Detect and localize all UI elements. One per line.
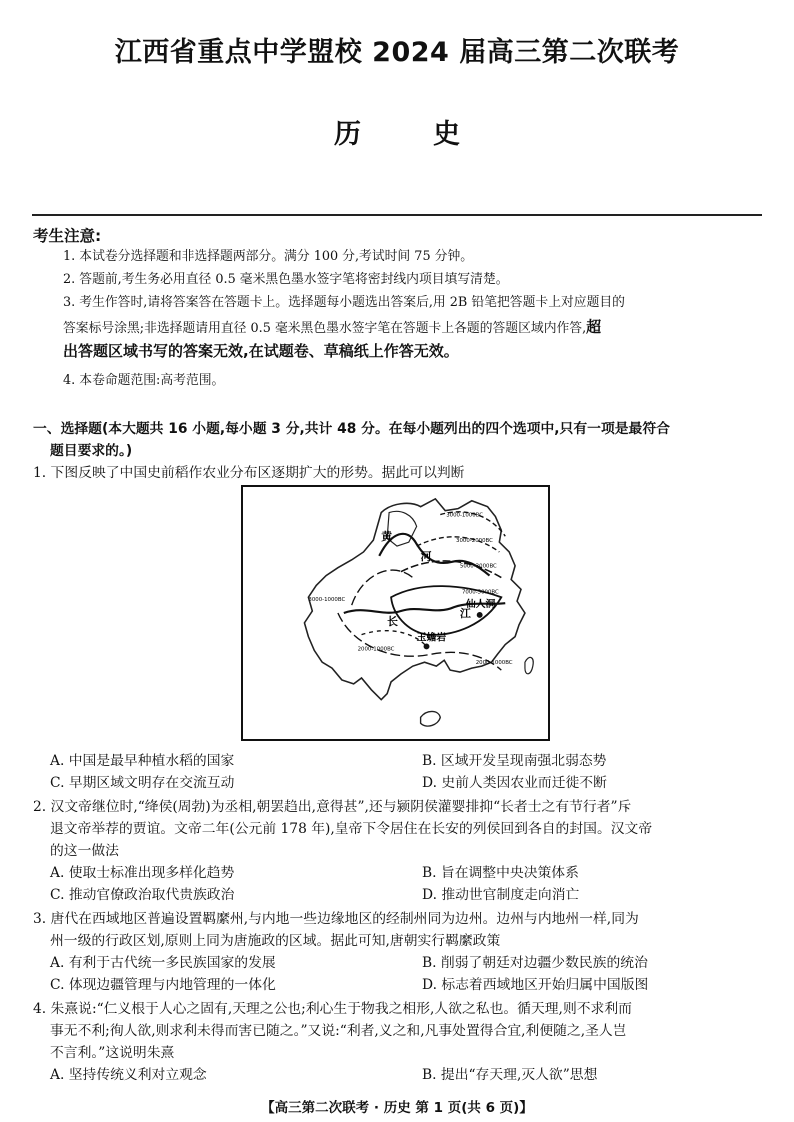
notice-line-3b-bold: 超 bbox=[586, 318, 602, 336]
q3-option-b: B. 削弱了朝廷对边疆少数民族的统治 bbox=[422, 955, 648, 971]
map-label-yuchan: 玉蟾岩 bbox=[416, 632, 447, 644]
map-label-period-2: 3000-2000BC bbox=[456, 538, 493, 545]
q2-option-d: D. 推动世官制度走向消亡 bbox=[422, 887, 580, 903]
site-yuchan-dot bbox=[424, 644, 430, 650]
map-label-huang: 黄 bbox=[381, 530, 393, 544]
zone-line-5 bbox=[352, 570, 413, 605]
notice-heading: 考生注意: bbox=[33, 227, 102, 245]
notice-line-3a: 3. 考生作答时,请将答案答在答题卡上。选择题每小题选出答案后,用 2B 铅笔把答题卡上对应题目的 bbox=[63, 295, 625, 310]
notice-line-2: 2. 答题前,考生务必用直径 0.5 毫米黑色墨水签字笔将密封线内项目填写清楚。 bbox=[63, 272, 509, 287]
map-label-xianren: 仙人洞 bbox=[465, 599, 496, 611]
rice-agriculture-map bbox=[241, 485, 550, 741]
map-label-period-1: 3000-1000BC bbox=[446, 512, 484, 519]
q3-option-a: A. 有利于古代统一多民族国家的发展 bbox=[50, 955, 276, 971]
subject-char-1: 历 bbox=[334, 119, 361, 150]
q2-option-b: B. 旨在调整中央决策体系 bbox=[422, 865, 579, 881]
subject-char-2: 史 bbox=[433, 119, 460, 150]
map-label-period-6: 3000-1000BC bbox=[308, 597, 346, 604]
q2-option-c: C. 推动官僚政治取代贵族政治 bbox=[50, 887, 235, 903]
q2-stem-line-3: 的这一做法 bbox=[50, 843, 119, 859]
notice-line-3b bbox=[63, 316, 763, 340]
q2-option-a: A. 使取士标准出现多样化趋势 bbox=[50, 865, 235, 881]
q4-stem-line-2: 事无不利;徇人欲,则求利未得而害已随之。”又说:“利者,义之和,凡事处置得合宜,利便随之,圣人岂 bbox=[50, 1023, 627, 1039]
q4-option-b: B. 提出“存天理,灭人欲”思想 bbox=[422, 1067, 598, 1083]
notice-line-3b-text: 答案标号涂黑;非选择题请用直径 0.5 毫米黑色墨水签字笔在答题卡上各题的答题区域内作答, bbox=[63, 321, 587, 336]
subject-title bbox=[0, 112, 794, 151]
q3-stem-line-1: 3. 唐代在西域地区普遍设置羁縻州,与内地一些边缘地区的经制州同为边州。边州与内地州一样,同为 bbox=[33, 911, 639, 927]
exam-title: 江西省重点中学盟校 2024 届高三第二次联考 bbox=[114, 37, 680, 68]
notice-line-3c: 出答题区域书写的答案无效,在试题卷、草稿纸上作答无效。 bbox=[63, 342, 459, 360]
map-label-he: 河 bbox=[420, 549, 432, 563]
map-label-period-4: 7000-5000BC bbox=[461, 589, 499, 596]
q4-stem-line-1: 4. 朱熹说:“仁义根于人心之固有,天理之公也;利心生于物我之相形,人欲之私也。循天理,则不求利而 bbox=[33, 1001, 632, 1017]
q2-stem-line-1: 2. 汉文帝继位时,“绛侯(周勃)为丞相,朝罢趋出,意得甚”,还与颍阴侯灌婴排抑“长者士之有节行者”斥 bbox=[33, 799, 632, 815]
taiwan-island bbox=[525, 657, 533, 673]
notice-line-1: 1. 本试卷分选择题和非选择题两部分。满分 100 分,考试时间 75 分钟。 bbox=[63, 249, 474, 264]
q4-option-a: A. 坚持传统义利对立观念 bbox=[50, 1067, 207, 1083]
header-divider bbox=[32, 214, 762, 216]
site-xianren-dot bbox=[477, 612, 483, 618]
q3-stem-line-2: 州一级的行政区划,原则上同为唐施政的区域。据此可知,唐朝实行羁縻政策 bbox=[50, 933, 501, 949]
map-svg bbox=[243, 487, 548, 739]
map-label-period-5: 2000-1000BC bbox=[357, 646, 395, 653]
section-heading-line-2: 题目要求的。) bbox=[50, 443, 133, 459]
page-footer: 【高三第二次联考 · 历史 第 1 页(共 6 页)】 bbox=[261, 1100, 533, 1116]
map-label-chang: 长 bbox=[387, 614, 398, 628]
section-heading-line-1: 一、选择题(本大题共 16 小题,每小题 3 分,共计 48 分。在每小题列出的四个选项中,只有一项是最符合 bbox=[33, 421, 670, 437]
q1-option-c: C. 早期区域文明存在交流互动 bbox=[50, 775, 235, 791]
q4-stem-line-3: 不言利。”这说明朱熹 bbox=[50, 1045, 175, 1061]
q1-option-a: A. 中国是最早种植水稻的国家 bbox=[50, 753, 235, 769]
notice-line-4: 4. 本卷命题范围:高考范围。 bbox=[63, 373, 225, 388]
map-label-period-3: 5000-3000BC bbox=[459, 563, 497, 570]
map-label-period-7: 2000-1000BC bbox=[475, 660, 513, 667]
q1-option-b: B. 区域开发呈现南强北弱态势 bbox=[422, 753, 607, 769]
q3-option-c: C. 体现边疆管理与内地管理的一体化 bbox=[50, 977, 276, 993]
map-label-jiang: 江 bbox=[459, 606, 471, 620]
q3-option-d: D. 标志着西域地区开始归属中国版图 bbox=[422, 977, 649, 993]
q2-stem-line-2: 退文帝举荐的贾谊。文帝二年(公元前 178 年),皇帝下令居住在长安的列侯回到各自的封国。汉文帝 bbox=[50, 821, 653, 837]
q1-option-d: D. 史前人类因农业而迁徙不断 bbox=[422, 775, 607, 791]
q1-stem: 1. 下图反映了中国史前稻作农业分布区逐期扩大的形势。据此可以判断 bbox=[33, 465, 465, 481]
hainan-island bbox=[421, 711, 441, 726]
